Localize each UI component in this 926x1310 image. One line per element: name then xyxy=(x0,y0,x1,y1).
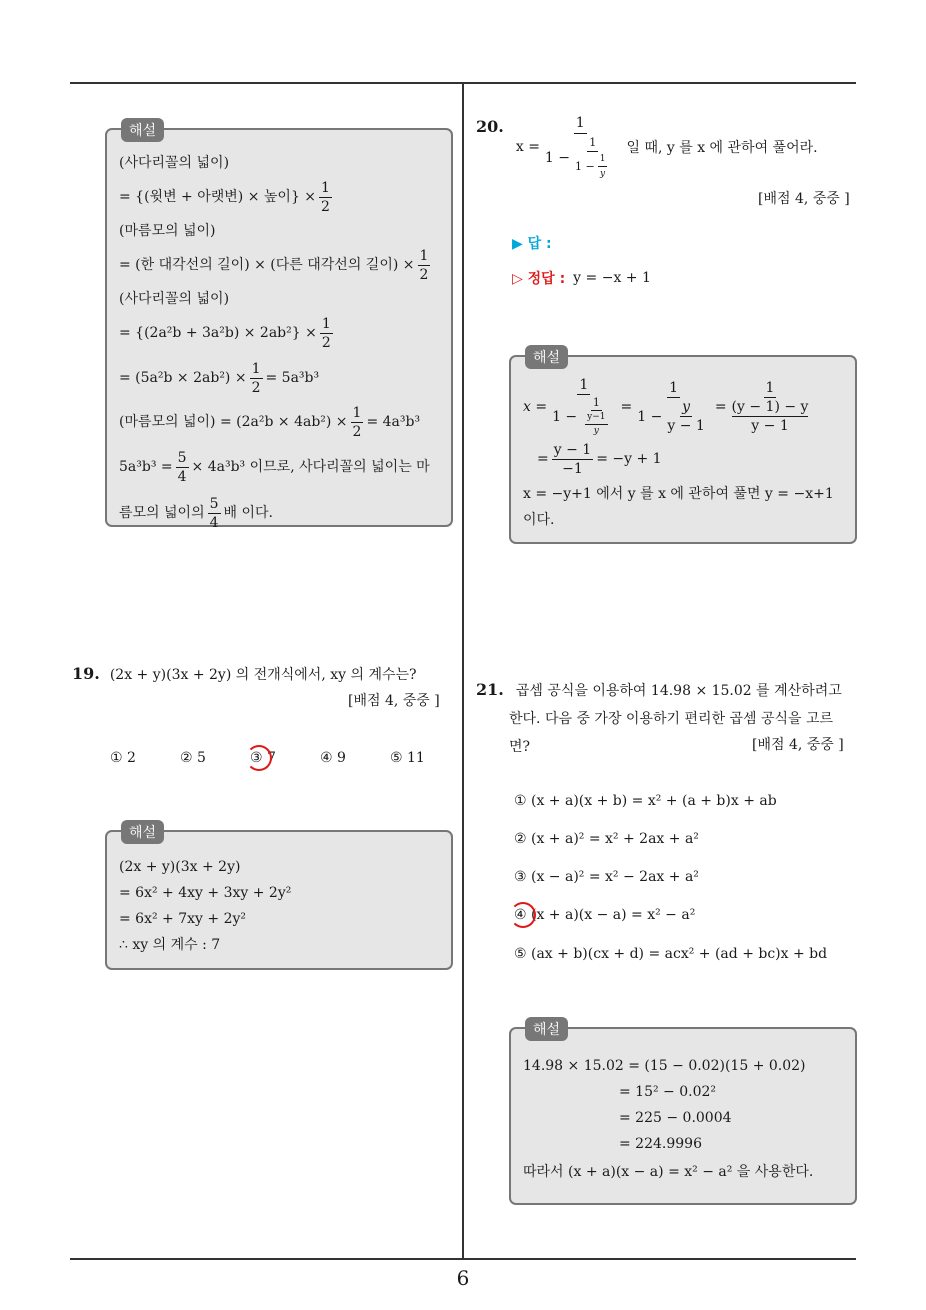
q19-choice-1[interactable]: ① 2 xyxy=(110,750,136,766)
fraction-half: $\frac{1}{2}$ xyxy=(321,179,330,215)
q20-answer-line xyxy=(512,233,552,253)
q21-question-line-2: 한다. 다음 중 가장 이용하기 편리한 곱셈 공식을 고르 xyxy=(509,711,834,727)
q19-choice-4[interactable]: ④ 9 xyxy=(320,750,346,766)
q18-sol-line-8: (마름모의 넓이) = (2a²b × 4ab²) × $\frac{1}{2}$ = 4a³b³ xyxy=(119,404,421,440)
q18-sol-line-9: 5a³b³ = $\frac{5}{4}$ × 4a³b³ 이므로, 사다리꼴의 넓이는 마 xyxy=(119,449,430,485)
q19-points: [배점 4, 중중 ] xyxy=(348,693,440,709)
q20-number: 20. xyxy=(476,117,504,136)
solution-tag: 해설 xyxy=(525,345,568,369)
q19-question-text: (2x + y)(3x + 2y) 의 전개식에서, xy 의 계수는? xyxy=(109,667,417,683)
q19-choice-2[interactable]: ② 5 xyxy=(180,750,206,766)
q21-sol-line-3: = 225 − 0.0004 xyxy=(619,1110,732,1126)
fraction-half: $\frac{1}{2}$ xyxy=(352,404,362,440)
q20-sol-line-2: = $\frac{y - 1}{-1}$ = −y + 1 xyxy=(537,441,662,477)
q20-continued-fraction: 1 1 − 1 1 − $\frac{1}{y}$ xyxy=(544,115,606,179)
selected-answer-mark xyxy=(246,745,272,771)
fraction-half: $\frac{1}{2}$ xyxy=(251,360,261,396)
q18-sol-line-7: = (5a²b × 2ab²) × $\frac{1}{2}$ = 5a³b³ xyxy=(119,360,320,396)
q19-sol-line-1: (2x + y)(3x + 2y) xyxy=(119,859,241,875)
bottom-rule xyxy=(70,1258,856,1260)
page-number: 6 xyxy=(456,1266,470,1290)
q20-question: 20. x = 1 1 − 1 1 − $\frac{1}{y}$ 일 때, y 를 x 에 관하여 풀어라. xyxy=(476,115,818,179)
q21-sol-line-2: = 15² − 0.02² xyxy=(619,1084,717,1100)
q18-solution-box xyxy=(105,123,453,531)
q21-points: [배점 4, 중중 ] xyxy=(752,737,844,753)
fraction-five-fourths: $\frac{5}{4}$ xyxy=(177,449,187,485)
q20-sol-line-3: x = −y+1 에서 y 를 x 에 관하여 풀면 y = −x+1 xyxy=(523,486,834,502)
q21-question-line-3: 면? xyxy=(509,739,531,755)
q21-solution-box xyxy=(509,1022,857,1205)
q21-choice-5[interactable]: ⑤ (ax + b)(cx + d) = acx² + (ad + bc)x + bd xyxy=(514,946,828,962)
q19-sol-line-2: = 6x² + 4xy + 3xy + 2y² xyxy=(119,885,292,901)
q19-solution-box xyxy=(105,825,453,970)
solution-tag: 해설 xyxy=(525,1017,568,1041)
fraction-half: $\frac{1}{2}$ xyxy=(321,315,331,351)
fraction-five-fourths: $\frac{5}{4}$ xyxy=(209,495,219,531)
q19-sol-line-3: = 6x² + 7xy + 2y² xyxy=(119,911,246,927)
q20-sol-line-1: x = 1 1 − $\frac{1}{\frac{y-1}{y}}$ = 1 1 − $\frac{y}{y - 1}$ = 1 (y − 1) − y y − 1 xyxy=(523,377,809,436)
correct-label: ▷ 정답 : xyxy=(512,271,566,287)
q21-sol-line-5: 따라서 (x + a)(x − a) = x² − a² 을 사용한다. xyxy=(523,1164,814,1180)
q20-solution-box xyxy=(509,350,857,544)
q18-sol-line-5: (사다리꼴의 넓이) xyxy=(119,291,230,307)
q21-choice-1[interactable]: ① (x + a)(x + b) = x² + (a + b)x + ab xyxy=(514,793,777,809)
q18-sol-line-10: 름모의 넓이의 $\frac{5}{4}$ 배 이다. xyxy=(119,495,274,531)
correct-value: y = −x + 1 xyxy=(573,270,651,286)
q19-question xyxy=(72,664,417,684)
q19-choice-3[interactable]: ③ 7 xyxy=(250,750,276,766)
q20-correct-answer xyxy=(512,268,651,288)
q18-sol-line-4: = (한 대각선의 길이) × (다른 대각선의 길이) × $\frac{1}{2}$ xyxy=(119,247,429,283)
column-divider xyxy=(462,83,464,1259)
selected-answer-mark xyxy=(510,902,536,928)
q20-sol-line-4: 이다. xyxy=(523,512,555,528)
q21-choice-3[interactable]: ③ (x − a)² = x² − 2ax + a² xyxy=(514,869,699,885)
q19-choice-5[interactable]: ⑤ 11 xyxy=(390,750,425,766)
q19-sol-line-4: ∴ xy 의 계수 : 7 xyxy=(119,937,221,953)
q21-choice-4[interactable]: ④ (x + a)(x − a) = x² − a² xyxy=(514,907,696,923)
q19-number: 19. xyxy=(72,664,100,683)
solution-tag: 해설 xyxy=(121,118,164,142)
q20-question-text: 일 때, y 를 x 에 관하여 풀어라. xyxy=(626,140,818,156)
answer-label: ▶ 답 : xyxy=(512,236,552,252)
q21-sol-line-4: = 224.9996 xyxy=(619,1136,702,1152)
q21-number: 21. xyxy=(476,680,504,699)
q21-sol-line-1: 14.98 × 15.02 = (15 − 0.02)(15 + 0.02) xyxy=(523,1058,806,1074)
q18-sol-line-3: (마름모의 넓이) xyxy=(119,223,216,239)
q21-choice-2[interactable]: ② (x + a)² = x² + 2ax + a² xyxy=(514,831,699,847)
q21-question-line-1: 곱셈 공식을 이용하여 14.98 × 15.02 를 계산하려고 xyxy=(515,683,842,699)
solution-tag: 해설 xyxy=(121,820,164,844)
q18-sol-line-2: = {(윗변 + 아랫변) × 높이} × $\frac{1}{2}$ xyxy=(119,179,330,215)
q18-sol-line-6: = {(2a²b + 3a²b) × 2ab²} × $\frac{1}{2}$ xyxy=(119,315,331,351)
q18-sol-line-1: (사다리꼴의 넓이) xyxy=(119,155,230,171)
fraction-half: $\frac{1}{2}$ xyxy=(419,247,429,283)
q20-points: [배점 4, 중중 ] xyxy=(758,191,850,207)
